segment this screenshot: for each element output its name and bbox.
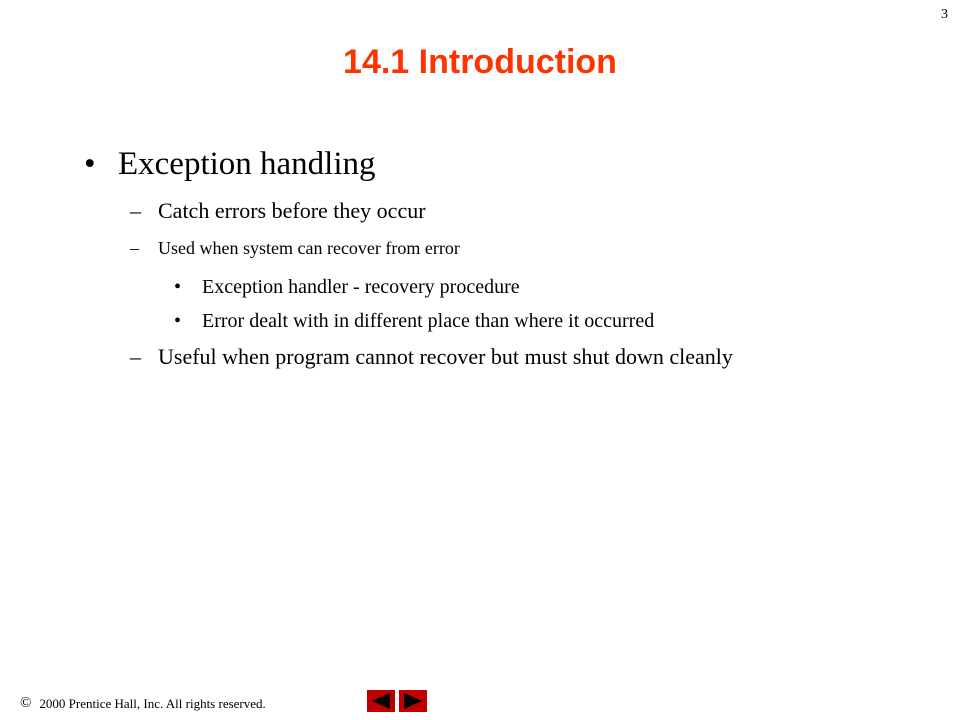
sub-bullet-catch-errors (130, 197, 904, 225)
sub-bullet-text: Used when system can recover from error (158, 237, 460, 258)
slide-title: 14.1 Introduction (343, 43, 617, 81)
footer-text: 2000 Prentice Hall, Inc. All rights reserved. (39, 695, 266, 711)
page-number: 3 (941, 7, 948, 22)
sub-bullet-used-when (130, 237, 904, 260)
sub-bullet-useful-when (130, 343, 820, 371)
subsub-bullet-text: Error dealt with in different place than where it occurred (202, 310, 655, 332)
bullet-icon: • (174, 310, 182, 332)
bullet-icon: • (174, 276, 182, 298)
subsub-bullet-exception-handler (174, 275, 904, 299)
slide-content (84, 146, 904, 383)
dash-icon: – (130, 237, 139, 258)
subsub-bullet-text: Exception handler - recovery procedure (202, 276, 520, 298)
next-slide-button[interactable] (399, 690, 427, 712)
slide-navigation (367, 690, 427, 712)
previous-slide-button[interactable] (367, 690, 395, 712)
sub-bullet-text: Catch errors before they occur (158, 198, 426, 223)
copyright-icon: © (20, 695, 32, 711)
footer (20, 695, 266, 712)
bullet-exception-handling (84, 146, 904, 183)
left-arrow-icon (370, 692, 392, 710)
right-arrow-icon (402, 692, 424, 710)
bullet-icon: • (84, 146, 96, 182)
dash-icon: – (130, 344, 141, 369)
dash-icon: – (130, 198, 141, 223)
subsub-bullet-error-dealt (174, 309, 904, 333)
bullet-text: Exception handling (118, 146, 376, 182)
sub-bullet-text: Useful when program cannot recover but must shut down cleanly (158, 344, 733, 369)
